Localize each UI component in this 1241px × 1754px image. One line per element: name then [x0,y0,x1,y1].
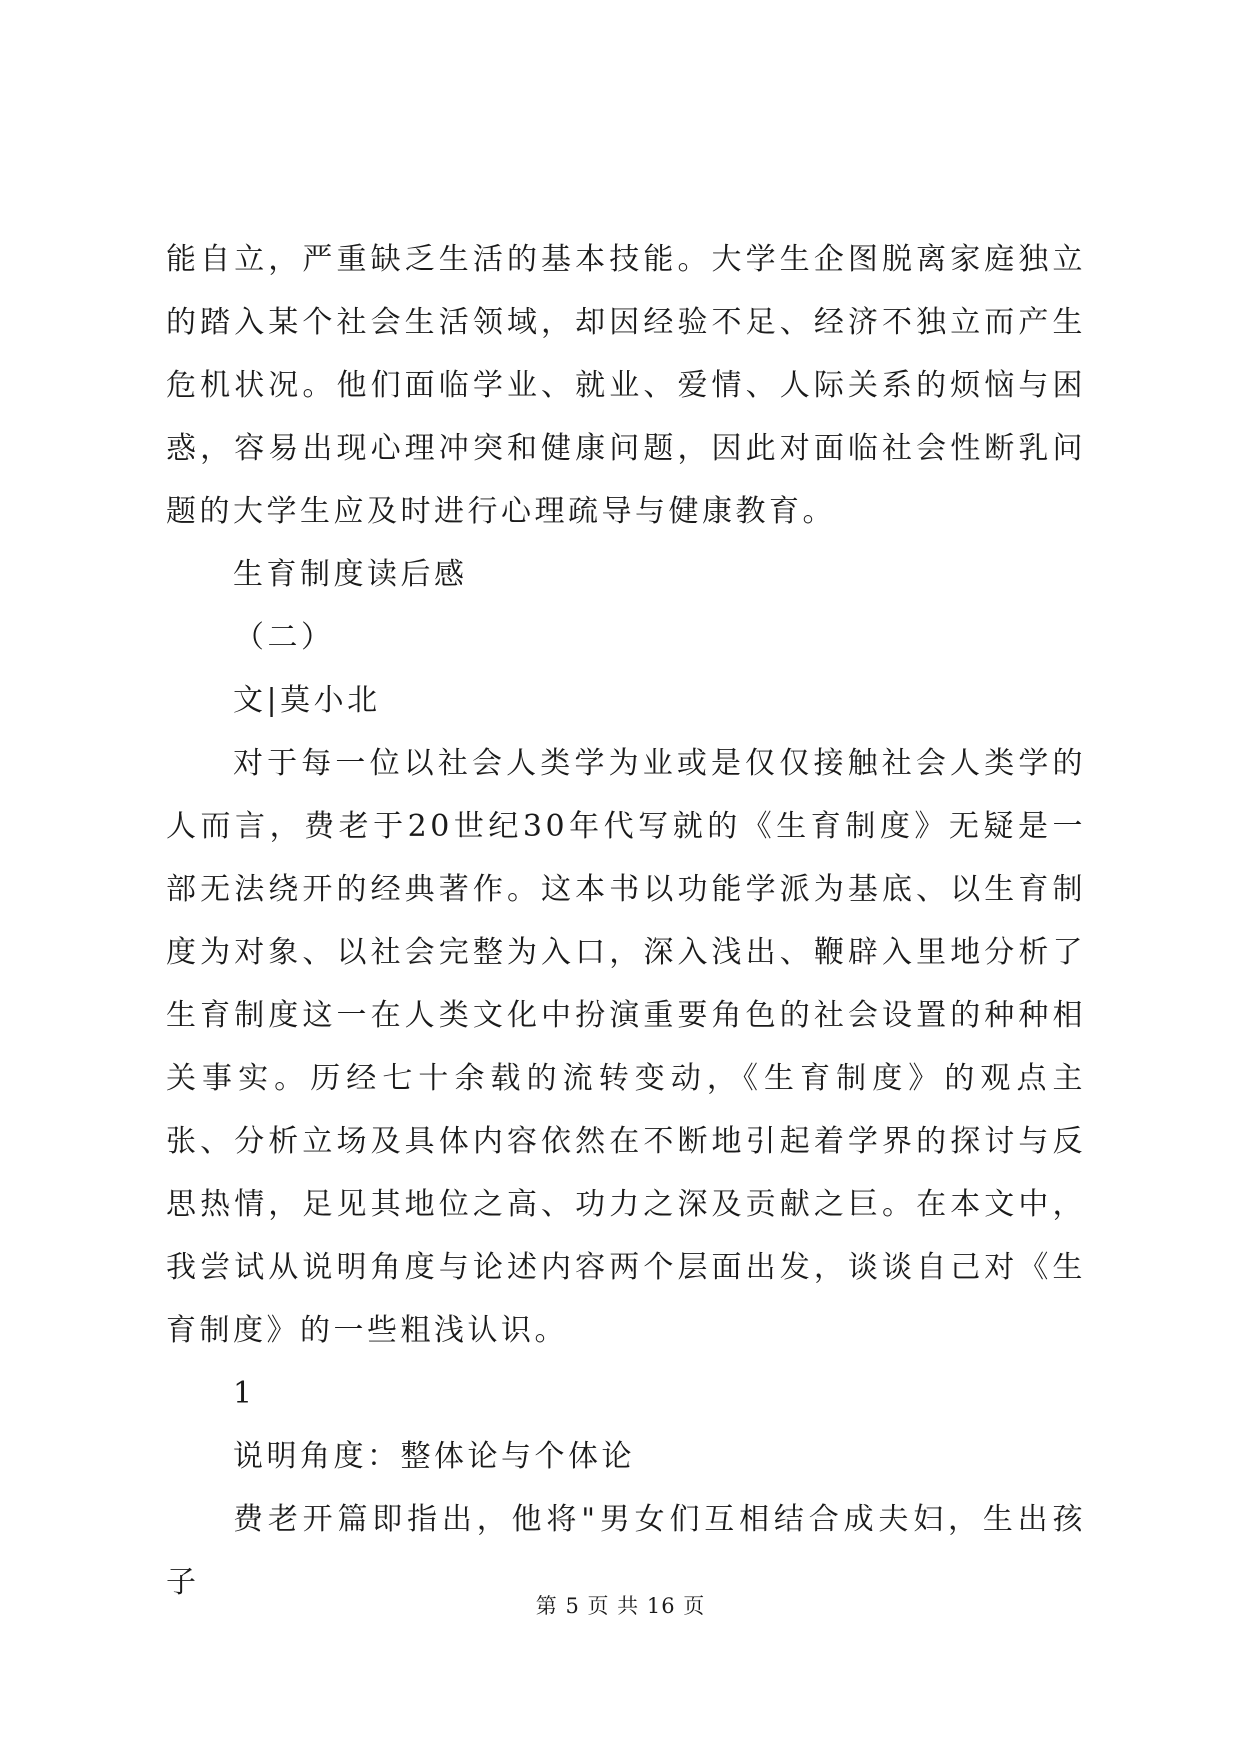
paragraph-body: 费老开篇即指出，他将"男女们互相结合成夫妇，生出孩子 [166,1502,1086,1600]
paragraph-continuation: 能自立，严重缺乏生活的基本技能。大学生企图脱离家庭独立的踏入某个社会生活领域，却因经验不足、经济不独立而产生危机状况。他们面临学业、就业、爱情、人际关系的烦恼与困惑，容易出现心理冲突和健康问题，因此对面临社会性断乳问题的大学生应及时进行心理疏导与健康教育。 [166,242,1086,529]
document-body [166,228,1086,1614]
section-number: 1 [233,1376,256,1411]
page-footer: 第 5 页 共 16 页 [535,1594,706,1618]
section-heading: 说明角度：整体论与个体论 [233,1439,635,1474]
paragraph-intro: 对于每一位以社会人类学为业或是仅仅接触社会人类学的人而言，费老于20世纪30年代写就的《生育制度》无疑是一部无法绕开的经典著作。这本书以功能学派为基底、以生育制度为对象、以社会完整为入口，深入浅出、鞭辟入里地分析了生育制度这一在人类文化中扮演重要角色的社会设置的种种相关事实。历经七十余载的流转变动，《生育制度》的观点主张、分析立场及具体内容依然在不断地引起着学界的探讨与反思热情，足见其地位之高、功力之深及贡献之巨。在本文中，我尝试从说明角度与论述内容两个层面出发，谈谈自己对《生育制度》的一些粗浅认识。 [166,746,1086,1348]
essay-part-number: （二） [234,620,335,655]
author-byline: 文|莫小北 [233,683,381,718]
essay-title: 生育制度读后感 [233,557,468,592]
